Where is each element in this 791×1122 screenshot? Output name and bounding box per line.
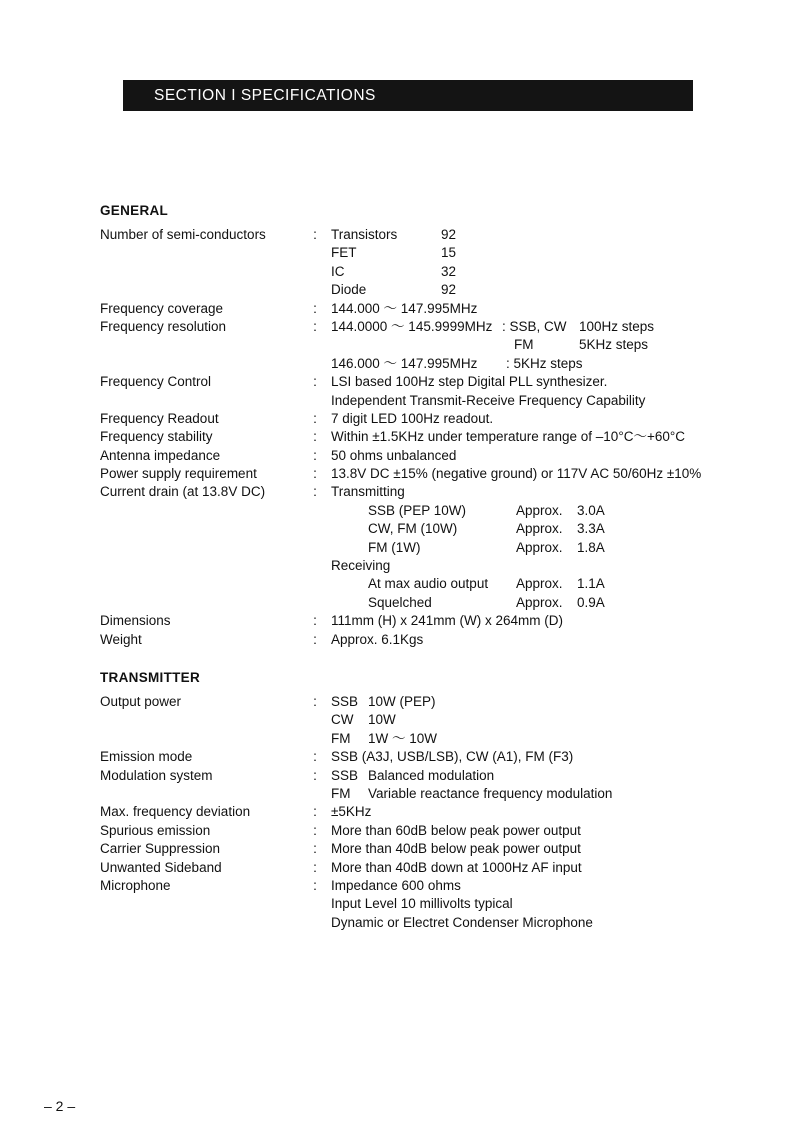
label-frequency-coverage: Frequency coverage xyxy=(100,300,224,316)
label-semi-conductors: Number of semi-conductors xyxy=(100,227,266,242)
current-maxaudio-approx: Approx. xyxy=(516,576,563,592)
current-ssb-approx: Approx. xyxy=(516,502,563,518)
current-row-cwfm xyxy=(331,520,701,538)
current-row-maxaudio xyxy=(331,575,701,593)
separator: : xyxy=(313,447,317,463)
resolution-step-3: : 5KHz steps xyxy=(506,355,583,371)
microphone-line-3: Dynamic or Electret Condenser Microphone xyxy=(331,914,593,930)
frequency-control-line-2: Independent Transmit-Receive Frequency Capability xyxy=(331,392,646,408)
dimensions-value: 111mm (H) x 241mm (W) x 264mm (D) xyxy=(331,613,564,629)
weight-value: Approx. 6.1Kgs xyxy=(331,631,424,647)
current-squelched-value: 0.9A xyxy=(577,594,605,610)
separator: : xyxy=(313,300,317,316)
output-ssb-mode: SSB xyxy=(331,694,359,709)
output-row-fm xyxy=(331,730,593,748)
unwanted-sideband-value: More than 40dB down at 1000Hz AF input xyxy=(331,859,582,875)
carrier-suppression-value: More than 40dB below peak power output xyxy=(331,841,581,857)
general-heading: GENERAL xyxy=(100,203,169,218)
label-frequency-resolution: Frequency resolution xyxy=(100,318,227,334)
current-transmitting: Transmitting xyxy=(331,484,405,500)
separator: : xyxy=(313,484,317,500)
output-fm-mode: FM xyxy=(331,730,351,746)
separator: : xyxy=(313,804,317,820)
modulation-ssb-mode: SSB xyxy=(331,767,359,783)
resolution-step-1: 100Hz steps xyxy=(579,318,655,334)
label-frequency-control: Frequency Control xyxy=(100,374,212,390)
label-unwanted-sideband: Unwanted Sideband xyxy=(100,859,222,875)
separator: : xyxy=(313,749,317,765)
separator: : xyxy=(313,841,317,857)
emission-mode-value: SSB (A3J, USB/LSB), CW (A1), FM (F3) xyxy=(331,749,574,765)
label-current-drain: Current drain (at 13.8V DC) xyxy=(100,484,266,500)
separator: : xyxy=(313,374,317,390)
separator: : xyxy=(313,694,317,709)
section-title: SECTION I SPECIFICATIONS xyxy=(154,87,376,104)
separator: : xyxy=(313,631,317,647)
label-weight: Weight xyxy=(100,631,142,647)
separator: : xyxy=(313,466,317,482)
semi-ic: IC xyxy=(331,263,345,279)
separator: : xyxy=(313,429,317,445)
separator: : xyxy=(313,227,317,242)
modulation-ssb-value: Balanced modulation xyxy=(368,767,495,783)
resolution-row-1 xyxy=(331,318,701,336)
output-ssb-value: 10W (PEP) xyxy=(368,694,436,709)
resolution-row-2 xyxy=(331,336,701,354)
current-fm1-label: FM (1W) xyxy=(368,539,421,555)
label-microphone: Microphone xyxy=(100,877,171,893)
current-squelched-approx: Approx. xyxy=(516,594,563,610)
current-row-squelched xyxy=(331,594,701,612)
page-number: – 2 – xyxy=(44,1098,76,1114)
semi-diode: Diode xyxy=(331,282,367,298)
frequency-control-line-1: LSI based 100Hz step Digital PLL synthesizer. xyxy=(331,374,608,390)
transmitter-heading: TRANSMITTER xyxy=(100,670,201,685)
output-cw-value: 10W xyxy=(368,712,396,728)
current-ssb-value: 3.0A xyxy=(577,502,605,518)
current-cwfm-value: 3.3A xyxy=(577,521,605,537)
label-spurious-emission: Spurious emission xyxy=(100,822,211,838)
label-output-power: Output power xyxy=(100,694,182,709)
label-max-frequency-deviation: Max. frequency deviation xyxy=(100,804,251,820)
max-deviation-value: ±5KHz xyxy=(331,804,372,820)
semi-row-ic xyxy=(331,263,701,281)
output-row-cw xyxy=(331,711,593,729)
frequency-stability-value: Within ±1.5KHz under temperature range of –10°C～+60°C xyxy=(331,429,686,445)
current-maxaudio-label: At max audio output xyxy=(368,576,489,592)
semi-row-diode xyxy=(331,281,701,299)
current-fm1-approx: Approx. xyxy=(516,539,563,555)
section-banner xyxy=(123,80,693,111)
separator: : xyxy=(313,877,317,893)
general-separators xyxy=(310,226,320,649)
label-antenna-impedance: Antenna impedance xyxy=(100,447,221,463)
modulation-fm-value: Variable reactance frequency modulation xyxy=(368,785,613,801)
transmitter-labels xyxy=(100,693,250,895)
current-squelched-label: Squelched xyxy=(368,594,432,610)
current-cwfm-label: CW, FM (10W) xyxy=(368,521,458,537)
frequency-coverage-value: 144.000 ～ 147.995MHz xyxy=(331,300,478,316)
separator: : xyxy=(313,767,317,783)
power-supply-value: 13.8V DC ±15% (negative ground) or 117V AC 50/60Hz ±10% xyxy=(331,466,702,482)
microphone-line-1: Impedance 600 ohms xyxy=(331,877,461,893)
current-ssb-label: SSB (PEP 10W) xyxy=(368,502,467,518)
frequency-readout-value: 7 digit LED 100Hz readout. xyxy=(331,410,494,426)
current-maxaudio-value: 1.1A xyxy=(577,576,605,592)
label-power-supply: Power supply requirement xyxy=(100,466,257,482)
output-row-ssb xyxy=(331,693,593,711)
semi-diode-count: 92 xyxy=(441,282,457,298)
resolution-row-3 xyxy=(331,355,701,373)
general-values xyxy=(331,226,701,649)
separator: : xyxy=(313,318,317,334)
semi-row-fet xyxy=(331,244,701,262)
microphone-line-2: Input Level 10 millivolts typical xyxy=(331,896,513,912)
label-frequency-readout: Frequency Readout xyxy=(100,410,219,426)
label-dimensions: Dimensions xyxy=(100,613,171,629)
resolution-range-3: 146.000 ～ 147.995MHz xyxy=(331,355,478,371)
current-receiving: Receiving xyxy=(331,558,391,574)
resolution-range-1: 144.0000 ～ 145.9999MHz xyxy=(331,318,493,334)
label-carrier-suppression: Carrier Suppression xyxy=(100,841,221,857)
current-row-fm1 xyxy=(331,539,701,557)
antenna-impedance-value: 50 ohms unbalanced xyxy=(331,447,457,463)
separator: : xyxy=(313,822,317,838)
semi-transistors: Transistors xyxy=(331,227,398,242)
current-fm1-value: 1.8A xyxy=(577,539,605,555)
transmitter-separators xyxy=(310,693,320,895)
spurious-emission-value: More than 60dB below peak power output xyxy=(331,822,581,838)
current-cwfm-approx: Approx. xyxy=(516,521,563,537)
separator: : xyxy=(313,859,317,875)
semi-fet: FET xyxy=(331,245,357,261)
separator: : xyxy=(313,613,317,629)
modulation-row-ssb xyxy=(331,767,593,785)
separator: : xyxy=(313,410,317,426)
label-emission-mode: Emission mode xyxy=(100,749,193,765)
resolution-mode-2: FM xyxy=(514,337,534,353)
transmitter-values xyxy=(331,693,613,932)
output-fm-value: 1W ～ 10W xyxy=(368,730,438,746)
modulation-fm-mode: FM xyxy=(331,785,351,801)
modulation-row-fm xyxy=(331,785,613,803)
resolution-mode-1: : SSB, CW xyxy=(502,318,567,334)
semi-ic-count: 32 xyxy=(441,263,457,279)
label-frequency-stability: Frequency stability xyxy=(100,429,213,445)
output-cw-mode: CW xyxy=(331,712,354,728)
semi-row-transistors xyxy=(331,226,701,244)
semi-fet-count: 15 xyxy=(441,245,457,261)
current-row-ssb xyxy=(331,502,701,520)
resolution-step-2: 5KHz steps xyxy=(579,337,649,353)
general-labels xyxy=(100,226,266,649)
label-modulation-system: Modulation system xyxy=(100,767,213,783)
semi-transistors-count: 92 xyxy=(441,227,457,242)
